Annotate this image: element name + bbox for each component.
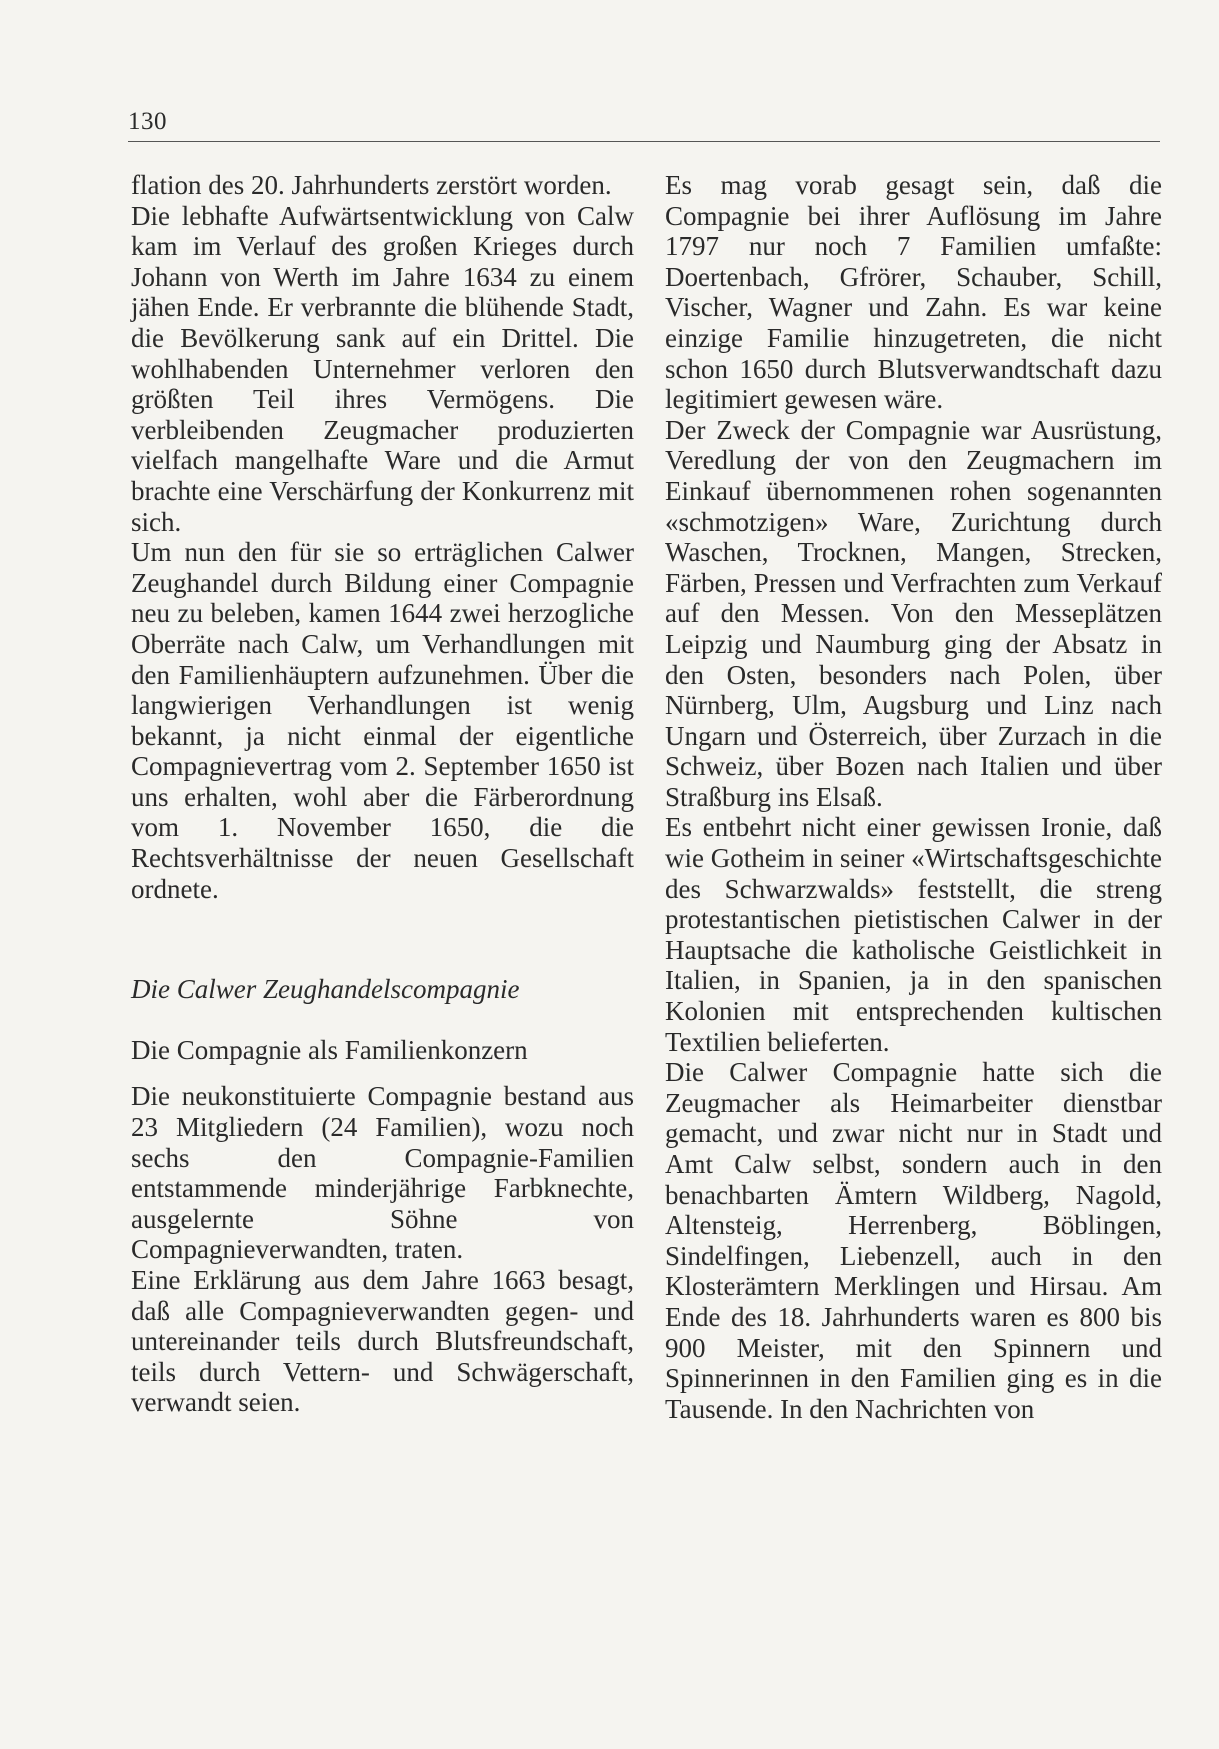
- paragraph: Es mag vorab gesagt sein, daß die Compagnie bei ihrer Auflösung im Jahre 1797 nur noch 7 Familien umfaßte: Doertenbach, Gfrörer, Schauber, Schill, Vischer, Wagner und Zahn. Es war keine einzige Familie hinzugetreten, die nicht schon 1650 durch Blutsverwandtschaft dazu legitimiert gewesen wäre.: [665, 170, 1162, 415]
- subheading: Die Compagnie als Familienkonzern: [131, 1034, 528, 1065]
- paragraph: Die Calwer Compagnie hatte sich die Zeugmacher als Heimarbeiter dienstbar gemacht, und zwar nicht nur in Stadt und Amt Calw selbst, sondern auch in den benachbarten Ämtern Wildberg, Nagold, Altensteig, Herrenberg, Böblingen, Sindelfingen, Liebenzell, auch in den Klosterämtern Merklingen und Hirsau. Am Ende des 18. Jahrhunderts waren es 800 bis 900 Meister, mit den Spinnern und Spinnerinnen in den Familien ging es in die Tausende. In den Nachrichten von: [665, 1057, 1162, 1424]
- paragraph: Um nun den für sie so erträglichen Calwer Zeughandel durch Bildung einer Compagnie neu zu beleben, kamen 1644 zwei herzogliche Oberräte nach Calw, um Verhandlungen mit den Familienhäuptern aufzunehmen. Über die langwierigen Verhandlungen ist wenig bekannt, ja nicht einmal der eigentliche Compagnievertrag vom 2. September 1650 ist uns erhalten, wohl aber die Färberordnung vom 1. November 1650, die die Rechtsverhältnisse der neuen Gesellschaft ordnete.: [131, 537, 634, 904]
- page-number: 130: [128, 108, 167, 135]
- paragraph: flation des 20. Jahrhunderts zerstört worden.: [131, 170, 612, 200]
- spacer: [131, 904, 634, 974]
- section-title: Die Calwer Zeughandelscompagnie: [131, 974, 520, 1005]
- paragraph: Eine Erklärung aus dem Jahre 1663 besagt, daß alle Compagnieverwandten gegen- und untereinander teils durch Blutsfreundschaft, teils durch Vettern- und Schwägerschaft, verwandt seien.: [131, 1265, 634, 1418]
- spacer: [131, 1065, 634, 1081]
- paragraph: Es entbehrt nicht einer gewissen Ironie, daß wie Gotheim in seiner «Wirtschaftsgeschichte des Schwarzwalds» feststellt, die streng protestantischen pietistischen Calwer in der Hauptsache die katholische Geistlichkeit in Italien, in Spanien, ja in den spanischen Kolonien mit entsprechenden kultischen Textilien belieferten.: [665, 812, 1162, 1057]
- paragraph: Die lebhafte Aufwärtsentwicklung von Calw kam im Verlauf des großen Krieges durch Johann von Werth im Jahre 1634 zu einem jähen Ende. Er verbrannte die blühende Stadt, die Bevölkerung sank auf ein Drittel. Die wohlhabenden Unternehmer verloren den größten Teil ihres Vermögens. Die verbleibenden Zeugmacher produzierten vielfach mangelhafte Ware und die Armut brachte eine Verschärfung der Konkurrenz mit sich.: [131, 200, 634, 537]
- paragraph: Die neukonstituierte Compagnie bestand aus 23 Mitgliedern (24 Familien), wozu noch sechs den Compagnie-Familien entstammende minderjährige Farbknechte, ausgelernte Söhne von Compagnieverwandten, traten.: [131, 1081, 634, 1265]
- left-column: [131, 170, 634, 1418]
- right-column: [665, 170, 1162, 1424]
- header-rule: [128, 141, 1160, 142]
- paragraph: Der Zweck der Compagnie war Ausrüstung, Veredlung der von den Zeugmachern im Einkauf übernommenen rohen sogenannten «schmotzigen» Ware, Zurichtung durch Waschen, Trocknen, Mangen, Strecken, Färben, Pressen und Verfrachten zum Verkauf auf den Messen. Von den Messeplätzen Leipzig und Naumburg ging der Absatz in den Osten, besonders nach Polen, über Nürnberg, Ulm, Augsburg und Linz nach Ungarn und Österreich, über Zurzach in die Schweiz, über Bozen nach Italien und über Straßburg ins Elsaß.: [665, 414, 1162, 812]
- spacer: [131, 1005, 634, 1035]
